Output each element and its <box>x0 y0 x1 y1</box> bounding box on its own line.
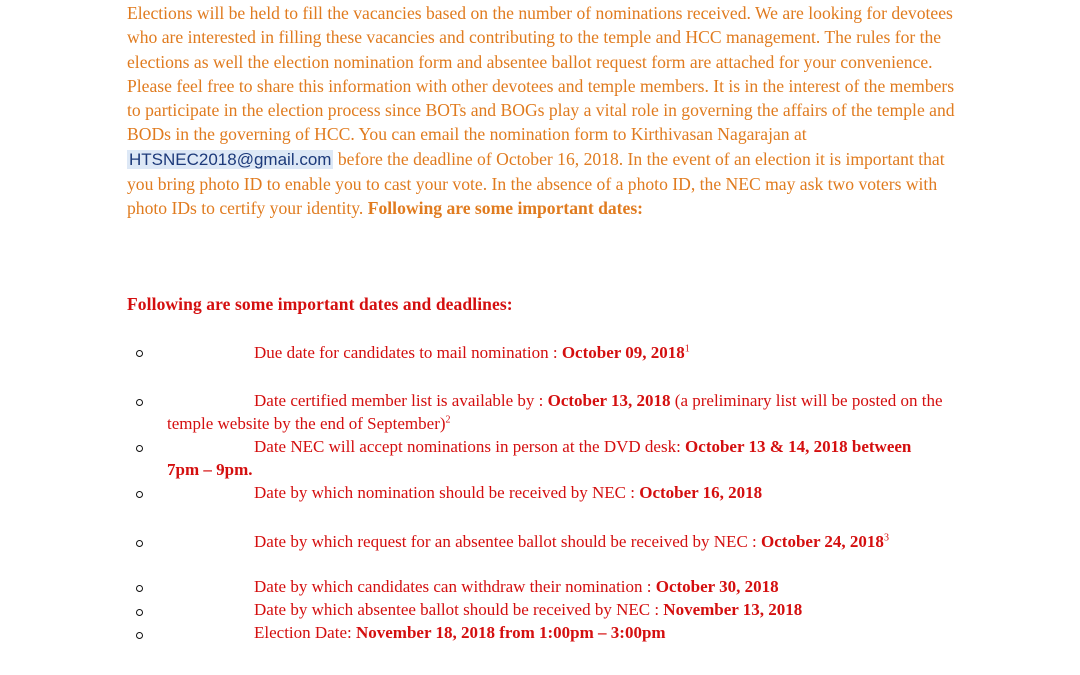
item-label: Date by which absentee ballot should be received by NEC : <box>254 600 664 619</box>
item-footnote: 1 <box>684 343 690 355</box>
email-link[interactable]: HTSNEC2018@gmail.com <box>129 149 332 169</box>
item-label: Date by which request for an absentee ballot should be received by NEC : <box>254 532 762 551</box>
date-list-item <box>167 622 947 645</box>
intro-bold-tail: Following are some important dates: <box>367 198 644 219</box>
bullet-icon <box>136 585 143 592</box>
item-label: Date by which nomination should be received by NEC : <box>254 483 640 502</box>
date-list-item <box>167 531 947 554</box>
bullet-icon <box>136 609 143 616</box>
date-list-item <box>167 576 947 599</box>
item-rest: (a preliminary list will be posted on the temple website by the end of September) <box>167 391 943 433</box>
date-list-item <box>167 390 947 435</box>
item-date: October 24, 2018 <box>761 532 884 551</box>
item-date: October 09, 2018 <box>561 343 685 362</box>
item-date: October 13 & 14, 2018 between 7pm – 9pm. <box>167 437 912 479</box>
bullet-icon <box>136 491 143 498</box>
item-label: Date certified member list is available by : <box>254 391 548 410</box>
item-label: Election Date: <box>254 623 356 642</box>
intro-text-before-email: Elections will be held to fill the vacancies based on the number of nominations received. We are looking for devotees who are interested in filling these vacancies and contributing to the temple and HCC management. The rules for the elections as well the election nomination form and absentee ballot request form are attached for your convenience. Please feel free to share this information with other devotees and temple members. It is in the interest of the members to participate in the election process since BOTs and BOGs play a vital role in governing the affairs of the temple and BODs in the governing of HCC. You can email the nomination form to Kirthivasan Nagarajan at <box>127 3 955 145</box>
intro-text-after-email: before the deadline of October 16, 2018. In the event of an election it is important that you bring photo ID to enable you to cast your vote. In the absence of a photo ID, the NEC may ask two voters with photo IDs to certify your identity. <box>127 148 945 219</box>
item-date: October 30, 2018 <box>655 577 779 596</box>
item-footnote: 2 <box>445 413 451 425</box>
bullet-icon <box>136 445 143 452</box>
dates-heading: Following are some important dates and deadlines: <box>127 294 513 314</box>
item-date: November 13, 2018 <box>663 600 803 619</box>
date-list-item <box>167 599 947 622</box>
item-label: Due date for candidates to mail nomination : <box>254 343 562 362</box>
item-date: October 13, 2018 <box>547 391 671 410</box>
item-label: Date NEC will accept nominations in person at the DVD desk: <box>254 437 686 456</box>
bullet-icon <box>136 540 143 547</box>
item-label: Date by which candidates can withdraw their nomination : <box>254 577 656 596</box>
item-date: October 16, 2018 <box>639 483 763 502</box>
bullet-icon <box>136 632 143 639</box>
intro-paragraph <box>127 1 957 221</box>
bullet-icon <box>136 399 143 406</box>
date-list-item <box>167 482 947 505</box>
date-list-item <box>167 436 947 481</box>
item-footnote: 3 <box>883 532 889 544</box>
date-list-item <box>167 342 947 365</box>
bullet-icon <box>136 350 143 357</box>
item-date: November 18, 2018 from 1:00pm – 3:00pm <box>355 623 666 642</box>
